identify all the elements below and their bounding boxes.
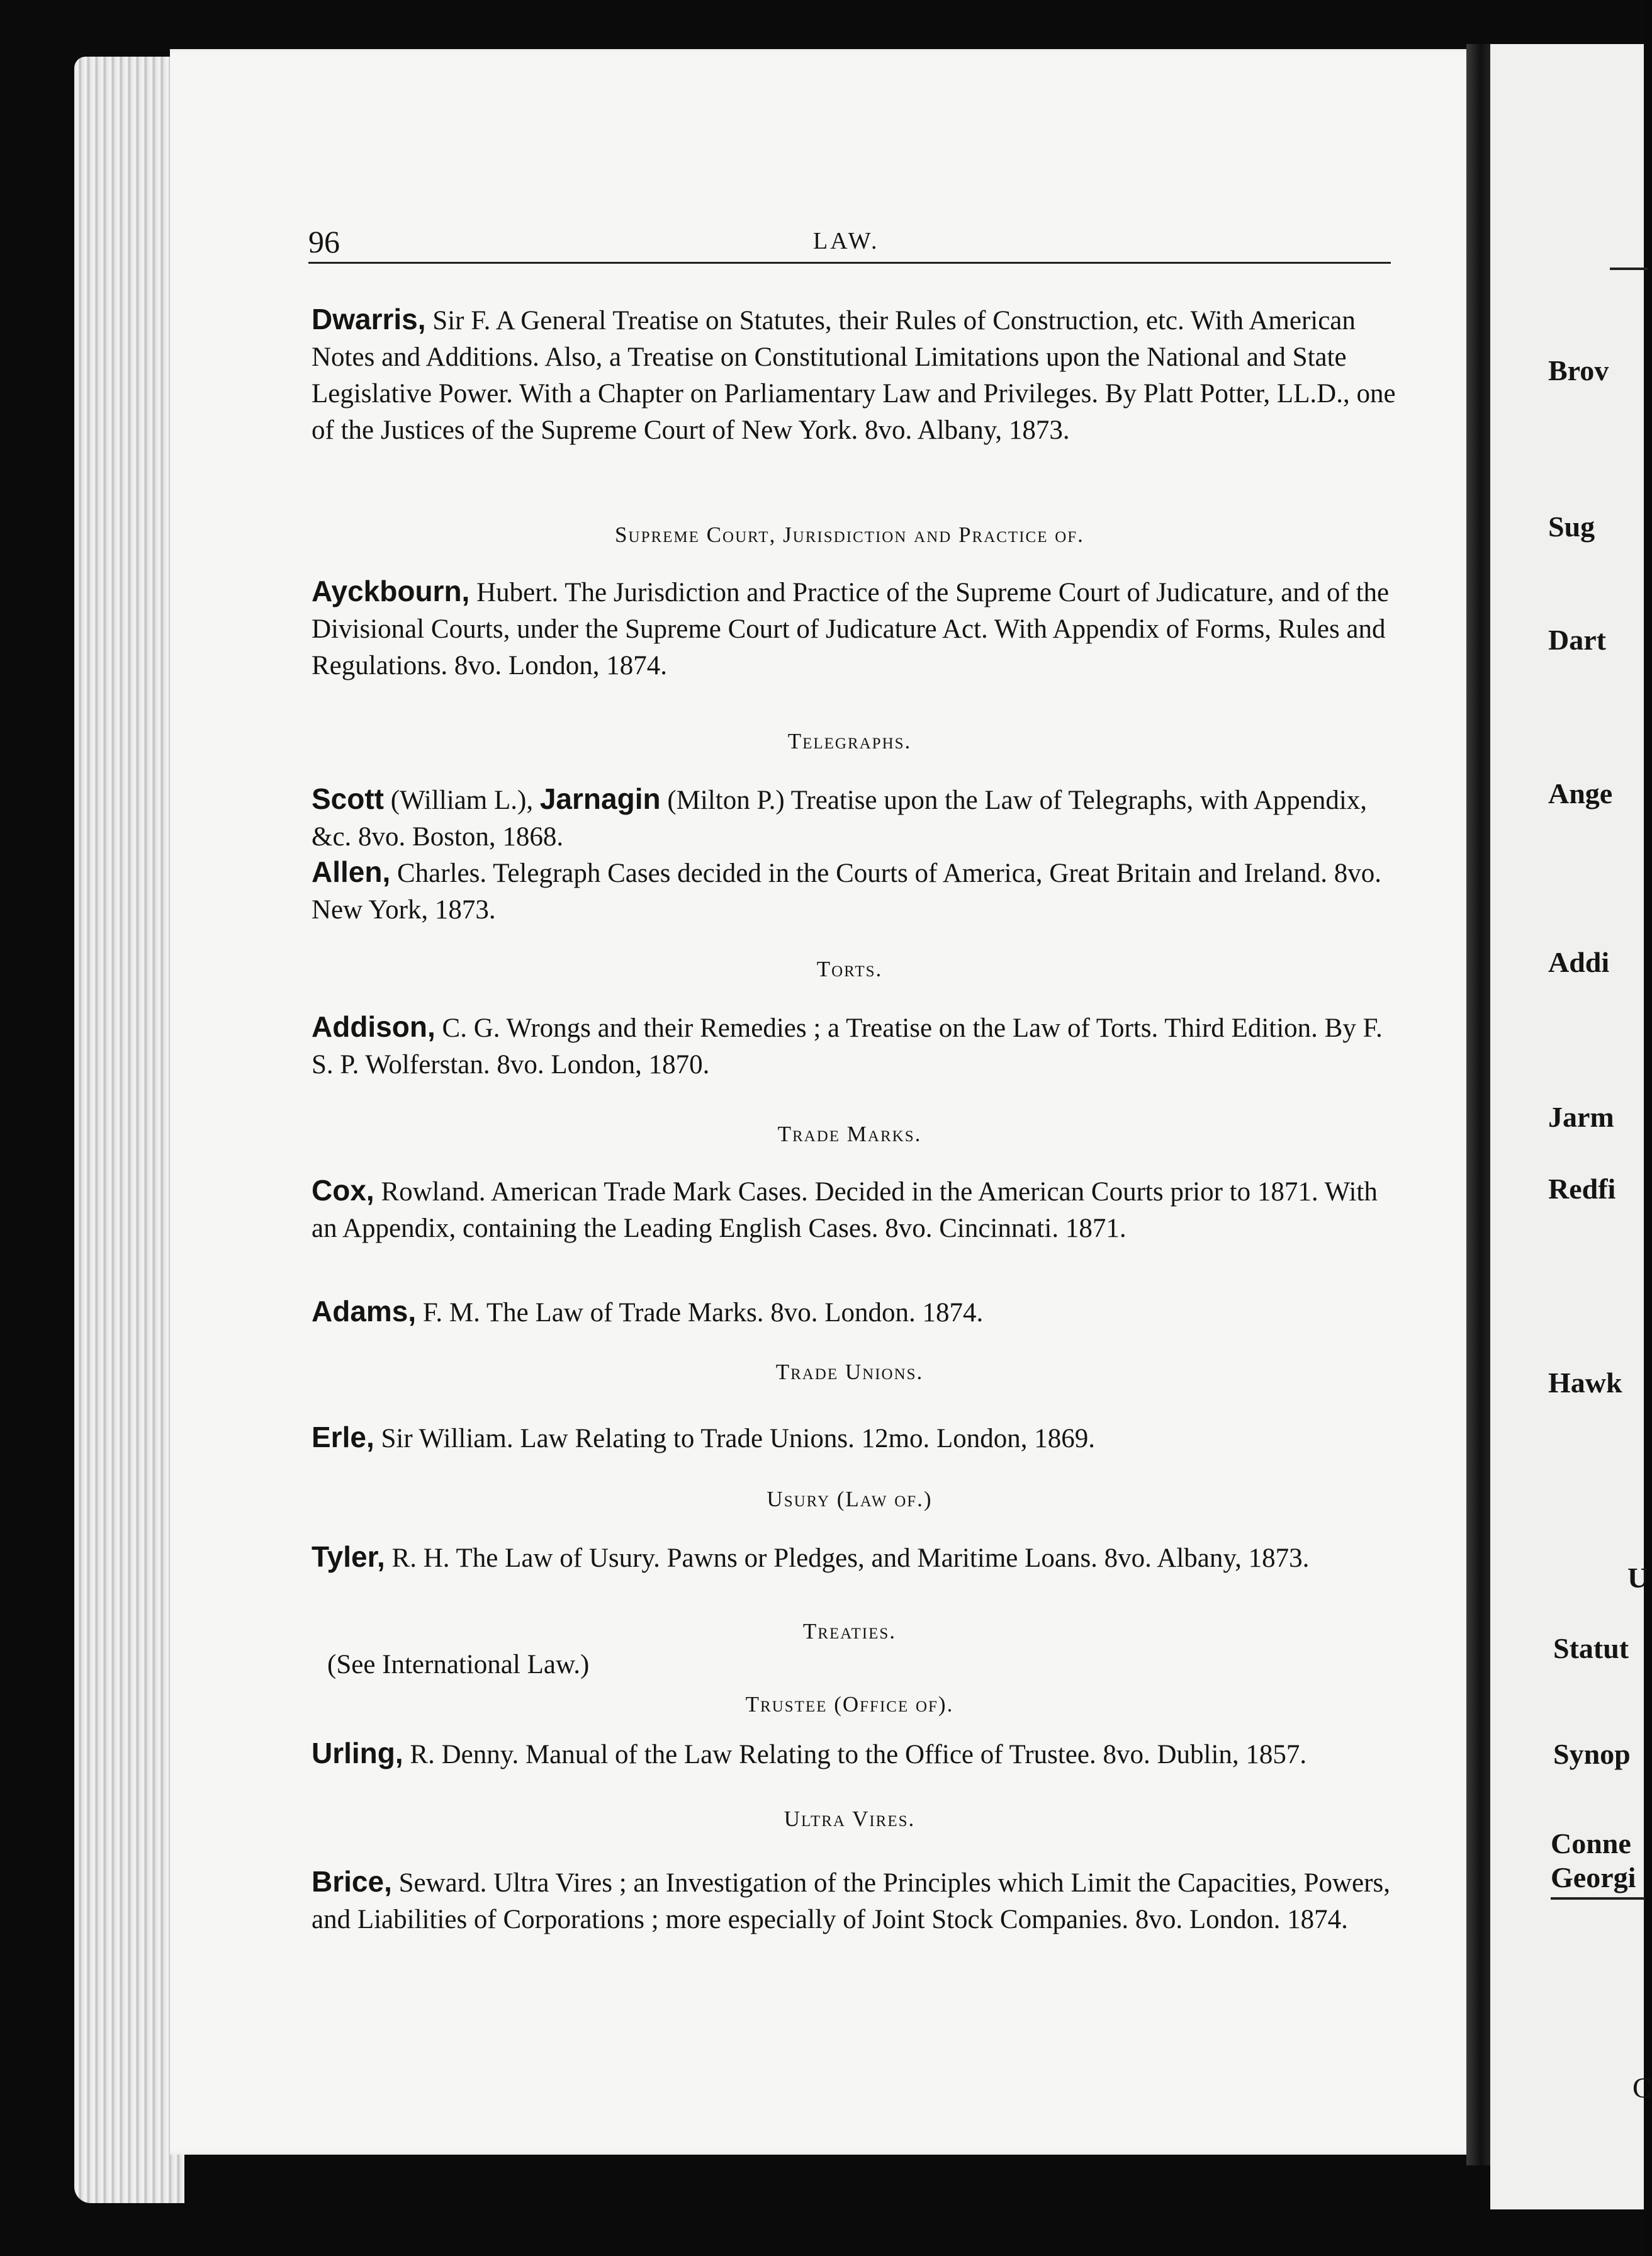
entry-author: Cox, — [312, 1174, 374, 1207]
facing-page-rule — [1610, 268, 1648, 270]
bibliography-entry — [312, 1863, 1400, 1938]
entry-text: Sir F. A General Treatise on Statutes, their Rules of Construction, etc. With American Notes and Additions. Also, a Treatise on Constitutional Limitations upon the National and State Legislative Power. With a Chapter on Parliamentary Law and Privileges. By Platt Potter, LL.D., one of the Justices of the Supreme Court of New York. 8vo. Albany, 1873. — [312, 306, 1396, 445]
facing-page-fragment: Georgi — [1551, 1861, 1636, 1893]
facing-page-fragment: Addi — [1548, 946, 1610, 978]
entry-text: (William L.), — [384, 786, 540, 815]
entry-text: R. Denny. Manual of the Law Relating to the Office of Trustee. 8vo. Dublin, 1857. — [403, 1740, 1307, 1769]
facing-page-fragment: Brov — [1548, 354, 1609, 386]
entry-author: Addison, — [312, 1010, 435, 1043]
page-title: LAW. — [813, 228, 880, 254]
entry-author: Urling, — [312, 1737, 403, 1769]
book-spine — [1466, 44, 1490, 2165]
cross-reference: (See International Law.) — [327, 1650, 590, 1679]
facing-page-fragment: Conne — [1551, 1827, 1631, 1859]
entry-author: Ayckbourn, — [312, 575, 470, 607]
facing-page-fragment: Redfi — [1548, 1173, 1616, 1205]
running-head — [308, 223, 1391, 261]
section-heading: Telegraphs. — [787, 729, 912, 753]
entry-text: C. G. Wrongs and their Remedies ; a Treatise on the Law of Torts. Third Edition. By F. S. P. Wolferstan. 8vo. London, 1870. — [312, 1013, 1383, 1080]
bibliography-entry — [312, 1735, 1400, 1773]
section-heading: Trade Marks. — [777, 1122, 922, 1146]
entry-text: Rowland. American Trade Mark Cases. Decided in the American Courts prior to 1871. With an Appendix, containing the Leading English Cases. 8vo. Cincinnati. 1871. — [312, 1177, 1378, 1243]
facing-page-fragment: Hawk — [1548, 1367, 1622, 1399]
bibliography-entry — [312, 1172, 1400, 1247]
entry-text: R. H. The Law of Usury. Pawns or Pledges, and Maritime Loans. 8vo. Albany, 1873. — [385, 1543, 1310, 1573]
entry-author: Scott — [312, 782, 384, 815]
section-heading: Usury (Law of.) — [767, 1487, 933, 1511]
bibliography-entry — [312, 1419, 1400, 1457]
facing-page-fragment: Statut — [1553, 1632, 1629, 1664]
entry-author: Allen, — [312, 855, 391, 888]
facing-page-fragment: U — [1627, 1562, 1649, 1594]
entry-text: Sir William. Law Relating to Trade Unions. 12mo. London, 1869. — [374, 1424, 1096, 1453]
entry-text: Seward. Ultra Vires ; an Investigation of the Principles which Limit the Capacities, Powers, and Liabilities of Corporations ; more especially of Joint Stock Companies. 8vo. London. 1874. — [312, 1868, 1390, 1934]
entry-author: Dwarris, — [312, 303, 426, 336]
entry-text: F. M. The Law of Trade Marks. 8vo. London. 1874. — [416, 1298, 984, 1328]
facing-page-rule — [1551, 1897, 1645, 1900]
entry-author: Adams, — [312, 1295, 417, 1328]
section-heading: Trade Unions. — [775, 1360, 924, 1384]
bibliography-entry — [312, 573, 1400, 684]
section-heading: Supreme Court, Jurisdiction and Practice of. — [615, 522, 1084, 547]
entry-author: Brice, — [312, 1865, 392, 1898]
entry-text: Hubert. The Jurisdiction and Practice of the Supreme Court of Judicature, and of the Divisional Courts, under the Supreme Court of Judicature Act. With Appendix of Forms, Rules and Regulations. 8vo. London, 1874. — [312, 578, 1390, 680]
entry-author: Tyler, — [312, 1540, 385, 1573]
header-rule — [308, 262, 1391, 264]
entry-text: (Milton P.) Treatise upon the Law of Telegraphs, with Appendix, &c. 8vo. Boston, 1868. — [312, 786, 1368, 852]
facing-page-fragment: Synop — [1553, 1738, 1631, 1770]
section-heading: Trustee (Office of). — [745, 1692, 954, 1717]
bibliography-entry — [312, 1293, 1400, 1331]
bibliography-entry — [312, 1008, 1400, 1083]
entry-author: Jarnagin — [539, 782, 661, 815]
facing-page-fragment: Sug — [1548, 510, 1595, 543]
facing-page-fragment: Dart — [1548, 624, 1606, 656]
page-edge — [74, 57, 184, 2203]
bibliography-entry — [312, 1538, 1400, 1577]
section-heading: Ultra Vires. — [784, 1807, 916, 1831]
facing-page-fragment: Ange — [1548, 777, 1613, 809]
entry-author: Erle, — [312, 1421, 374, 1453]
bibliography-entry — [312, 301, 1400, 449]
section-heading: Torts. — [816, 957, 883, 981]
bibliography-entry — [312, 781, 1400, 855]
facing-page-fragment: C — [1632, 2072, 1652, 2104]
entry-text: Charles. Telegraph Cases decided in the Courts of America, Great Britain and Ireland. 8vo. New York, 1873. — [312, 859, 1382, 925]
facing-page — [1490, 44, 1652, 2209]
section-heading: Treaties. — [802, 1619, 897, 1644]
bibliography-entry — [312, 854, 1400, 928]
page-number: 96 — [308, 224, 340, 259]
facing-page-fragment: Jarm — [1548, 1101, 1614, 1133]
